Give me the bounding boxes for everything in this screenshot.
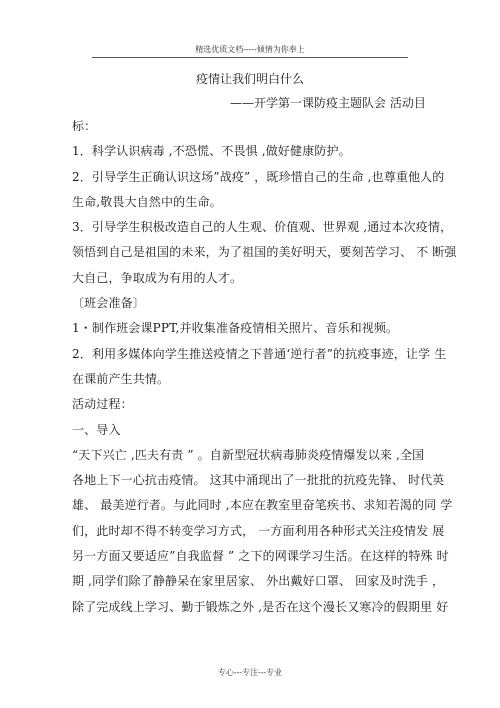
body-line: 另一方面又要适应”自我监督 ” 之下的网课学习生活。在这样的特殊 时 — [72, 549, 449, 564]
body-line: 期 ,同学们除了静静呆在家里居家、 外出戴好口罩、 回家及时洗手 ， — [72, 574, 445, 589]
body-line: “天下兴亡 ,匹夫有责 ” 。自新型冠状病毒肺炎疫情爆发以来 ,全国 — [72, 447, 425, 462]
section-heading: 一、导入 — [72, 422, 121, 437]
section-heading: 〔班会准备〕 — [72, 296, 145, 311]
body-line: 标： — [72, 119, 97, 133]
document-subtitle: ——开学第一课防疫主题队会 活动目 — [230, 96, 426, 110]
body-line: 1・制作班会课PPT,并收集准备疫情相关照片、音乐和视频。 — [72, 321, 399, 336]
body-line: 1．科学认识病毒 ,不恐慌、不畏惧 ,做好健康防护。 — [72, 144, 351, 159]
document-title: 疫情让我们明白什么 — [195, 72, 304, 86]
body-line: 3．引导学生积极改造自己的人生观、价值观、世界观 ,通过本次疫情， — [72, 220, 453, 235]
body-line: 在课前产生共情。 — [72, 371, 170, 386]
body-line: 2．引导学生正确认识这场”战疫” ，既珍惜自己的生命 ,也尊重他人的 — [72, 169, 445, 184]
body-line: 2．利用多媒体向学生推送疫情之下普通‘逆行者”的抗疫事迹，让学 生 — [72, 346, 447, 361]
body-line: 领悟到自己是祖国的未来，为了祖国的美好明天，要刻苦学习、 不 断强 — [72, 245, 457, 260]
body-line: 除了完成线上学习、勤于锻炼之外 ,是否在这个漫长又寒冷的假期里 好 — [72, 599, 449, 614]
body-line: 生命,敬畏大自然中的生命。 — [72, 194, 222, 209]
section-heading: 活动过程： — [72, 397, 133, 412]
header-divider — [92, 57, 408, 58]
document-body — [72, 114, 457, 620]
page-header: 精选优质文档-----倾情为你奉上 — [195, 45, 305, 54]
body-line: 大自己，争取成为有用的人才。 — [72, 270, 243, 285]
body-line: 各地上下一心抗击疫情。 这其中涌现出了一批批的抗疫先锋、 时代英 — [72, 473, 445, 488]
body-line: 们，此时却不得不转变学习方式， 一方面利用各种形式关注疫情发 展 — [72, 523, 445, 538]
page-footer: 专心---专注---专业 — [217, 668, 283, 677]
body-line: 雄、 最美逆行者。与此同时 ,本应在教室里奋笔疾书、求知若渴的同 学 — [72, 498, 453, 513]
